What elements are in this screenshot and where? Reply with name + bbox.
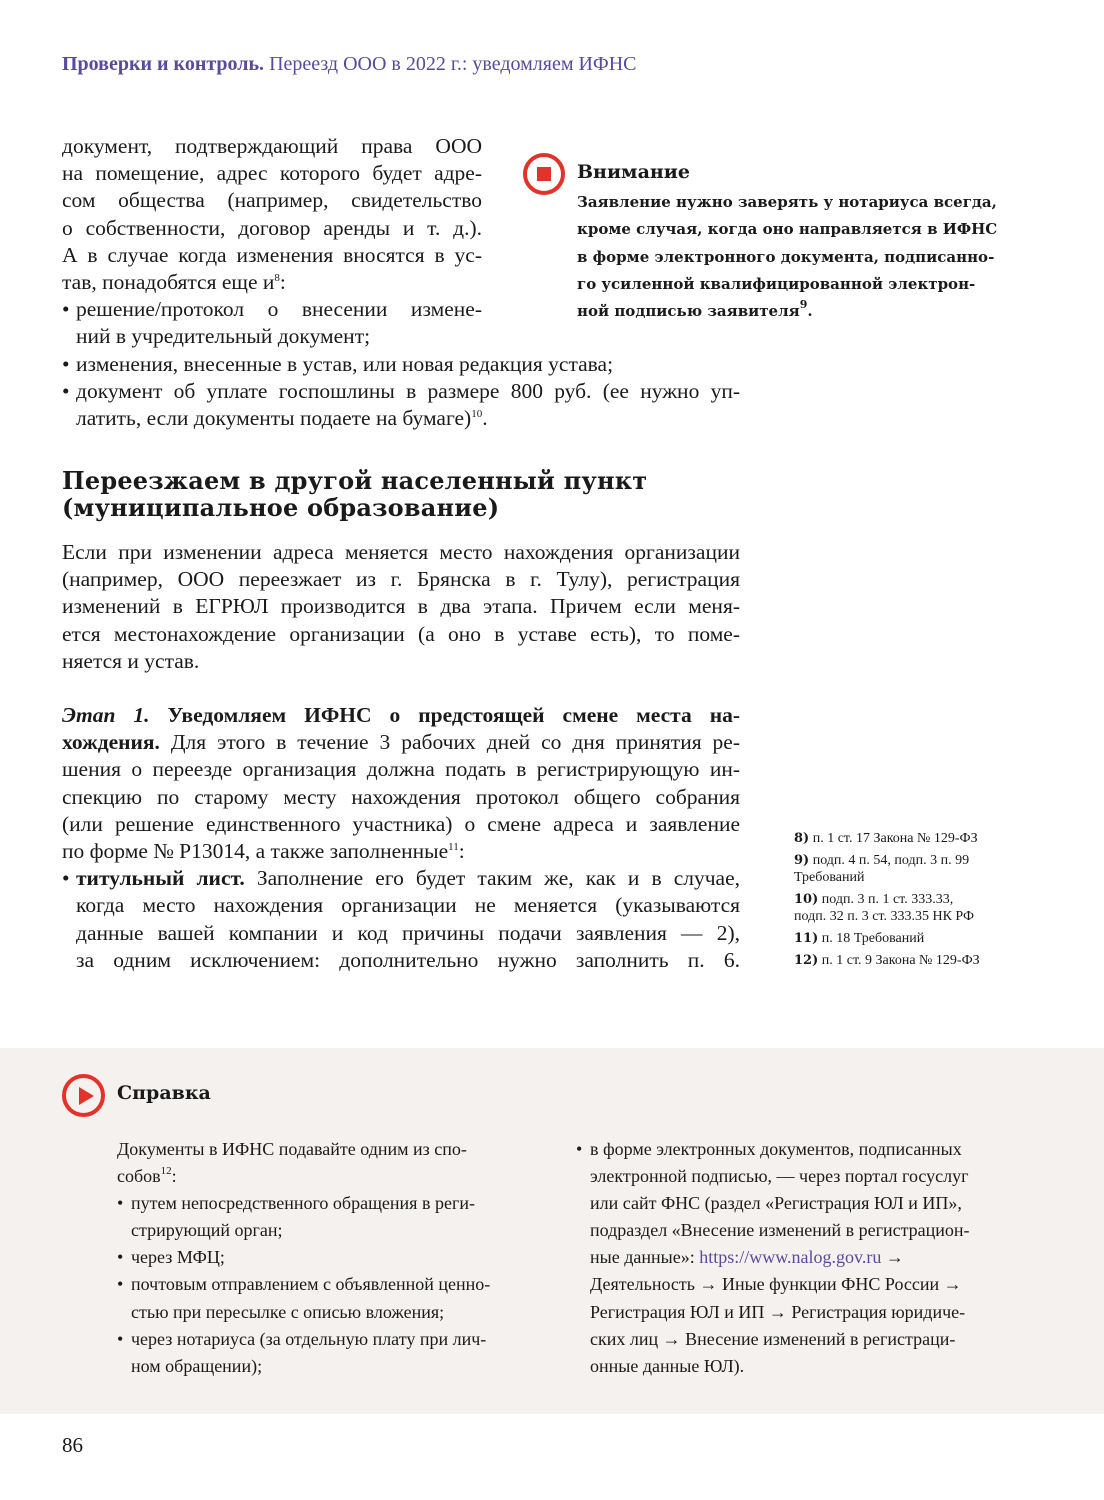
text-line: Деятельность → Иные функции ФНС России → <box>590 1274 962 1295</box>
text-line: ских лиц → Внесение изменений в регистраци- <box>590 1328 956 1349</box>
text-line: когда место нахождения организации не меняется (указываются <box>76 893 740 918</box>
footnote-number: 12) <box>794 953 819 968</box>
fns-link[interactable]: https://www.nalog.gov.ru <box>699 1247 882 1268</box>
list-item: • изменения, внесенные в устав, или новая редакция устава; <box>62 351 740 378</box>
text-line: ется местонахождение организации (а оно в уставе есть), то поме- <box>62 621 740 646</box>
stage-1 <box>62 702 740 974</box>
text-line <box>62 702 740 729</box>
text-line: ний в учредительный документ; <box>76 324 371 349</box>
text: ные данные»: <box>590 1247 700 1268</box>
footnote <box>794 891 1009 925</box>
text-line: онные данные ЮЛ). <box>590 1355 745 1376</box>
text: по форме № Р13014, а также заполненные <box>62 838 449 863</box>
text-line: электронной подписью, — через портал госуслуг <box>590 1166 969 1187</box>
footnote-text: подп. 32 п. 3 ст. 333.35 НК РФ <box>794 909 975 924</box>
footnote-text: п. 18 Требований <box>821 931 925 946</box>
text-line <box>62 729 740 756</box>
text: тав, понадобятся еще и <box>62 269 275 294</box>
list-item: • документ об уплате госпошлины в размере 800 руб. (ее нужно уп- <box>62 378 740 405</box>
text: ной подписью заявителя <box>577 302 800 321</box>
text-line: кроме случая, когда оно направляется в ИФНС <box>577 220 998 239</box>
arrow: → <box>881 1247 904 1268</box>
text-line: данные вашей компании и код причины подачи заявления — 2), <box>76 920 740 945</box>
footnote-text: подп. 3 п. 1 ст. 333.33, <box>821 892 954 907</box>
footnote-text: Требований <box>794 870 865 885</box>
header-section: Проверки и контроль. <box>62 53 265 75</box>
footnote-ref: 11 <box>448 840 459 853</box>
text-line: собов$^{12}$: <box>117 1165 177 1187</box>
text-line: няется и устав. <box>62 648 200 673</box>
text-line: А в случае когда изменения вносятся в ус- <box>62 242 482 267</box>
text-line: тав, понадобятся еще $и^8$: <box>62 269 286 294</box>
header-title: Переезд ООО в 2022 г.: уведомляем ИФНС <box>269 53 637 75</box>
stage-heading: хождения. <box>62 730 160 755</box>
play-icon <box>62 1074 105 1117</box>
footnote-ref: 8 <box>274 271 280 284</box>
list-item <box>62 865 740 892</box>
stage-heading: Уведомляем ИФНС о предстоящей смене места на- <box>167 703 740 727</box>
stage-label: Этап 1. <box>62 703 150 727</box>
text-line: (или решение единственного участника) о смене адреса и заявление <box>62 811 740 836</box>
footnotes <box>794 830 1009 974</box>
footnote-text: п. 1 ст. 17 Закона № 129-ФЗ <box>812 831 978 846</box>
footnote-ref: 9 <box>799 298 808 312</box>
text-line: Документы в ИФНС подавайте одним из спо- <box>117 1139 467 1159</box>
text-line: Если при изменении адреса меняется место нахождения организации <box>62 540 740 564</box>
text: собов <box>117 1166 161 1187</box>
text-line: на помещение, адрес которого будет адре- <box>62 161 482 186</box>
footnote-text: п. 1 ст. 9 Закона № 129-ФЗ <box>821 953 980 968</box>
text-line: Регистрация ЮЛ и ИП → Регистрация юридиче- <box>590 1301 966 1322</box>
attention-body <box>577 189 1001 325</box>
text: Заполнение его будет таким же, как и в случае, <box>256 866 740 891</box>
text-line: документ, подтверждающий права ООО <box>62 134 482 158</box>
text-line: спекцию по старому месту нахождения протокол общего собрания <box>62 784 740 809</box>
footnote <box>794 930 1009 947</box>
text-line: или сайт ФНС (раздел «Регистрация ЮЛ и ИП», <box>590 1193 962 1214</box>
paragraph <box>62 539 740 675</box>
text-line: латить, если документы подаете на бумаге)$^{10}$. <box>76 405 488 430</box>
attention-icon <box>523 153 565 195</box>
text-line: Заявление нужно заверять у нотариуса всегда, <box>577 193 997 211</box>
bold-term: титульный лист. <box>76 866 245 891</box>
list-item: • через МФЦ; <box>117 1244 537 1271</box>
text-line: в форме электронного документа, подписанно- <box>577 247 995 266</box>
text-line: сом общества (например, свидетельство <box>62 188 482 213</box>
intro-list <box>62 351 740 433</box>
footnote-number: 10) <box>794 892 819 907</box>
text: латить, если документы подаете на бумаге) <box>76 405 472 430</box>
footnote-ref: 12 <box>160 1165 172 1178</box>
running-header <box>62 53 637 76</box>
list-item: • в форме электронных документов, подписанных <box>576 1136 1008 1163</box>
text-line: изменений в ЕГРЮЛ производится в два этапа. Причем если меня- <box>62 594 740 619</box>
footnote-number: 11) <box>794 931 819 946</box>
footnote-number: 9) <box>794 853 810 868</box>
heading-line: Переезжаем в другой населенный пункт <box>62 466 648 495</box>
text-line: стью при пересылке с описью вложения; <box>131 1301 445 1322</box>
text-line: стрирующий орган; <box>131 1220 283 1241</box>
text-line: о собственности, договор аренды и т. д.). <box>62 215 482 240</box>
text-line: ной подписью заявителя$^9$. <box>577 298 813 321</box>
reference-title: Справка <box>117 1082 211 1104</box>
intro-column <box>62 133 482 351</box>
list-item: • путем непосредственного обращения в реги- <box>117 1190 537 1217</box>
text-line: за одним исключением: дополнительно нужно заполнить п. 6. <box>76 947 740 972</box>
footnote <box>794 852 1009 886</box>
list-item: • решение/протокол о внесении измене- <box>62 296 482 323</box>
page-number: 86 <box>62 1433 83 1457</box>
footnote <box>794 830 1009 847</box>
heading-line: (муниципальное образование) <box>62 493 500 522</box>
section-heading <box>62 467 742 521</box>
attention-title: Внимание <box>577 161 690 183</box>
list-item: • почтовым отправлением с объявленной ценно- <box>117 1271 537 1298</box>
footnote-number: 8) <box>794 831 810 846</box>
footnote <box>794 952 1009 969</box>
text: Для этого в течение 3 рабочих дней со дня принятия ре- <box>170 730 741 755</box>
text-line <box>576 1244 1008 1271</box>
footnote-ref: 10 <box>471 407 483 420</box>
reference-right <box>576 1136 1008 1380</box>
reference-left <box>117 1136 537 1380</box>
text-line: го усиленной квалифицированной электрон- <box>577 274 976 293</box>
list-item: • через нотариуса (за отдельную плату при лич- <box>117 1326 537 1353</box>
text-line: по форме № Р13014, а также заполненные$^{11}$: <box>62 838 465 863</box>
footnote-text: подп. 4 п. 54, подп. 3 п. 99 <box>812 853 970 868</box>
text-line: подраздел «Внесение изменений в регистрацион- <box>590 1220 970 1241</box>
text-line: шения о переезде организация должна подать в регистрирующую ин- <box>62 757 740 782</box>
text-line: ном обращении); <box>131 1355 263 1376</box>
text-line: (например, ООО переезжает из г. Брянска в г. Тулу), регистрация <box>62 567 740 592</box>
